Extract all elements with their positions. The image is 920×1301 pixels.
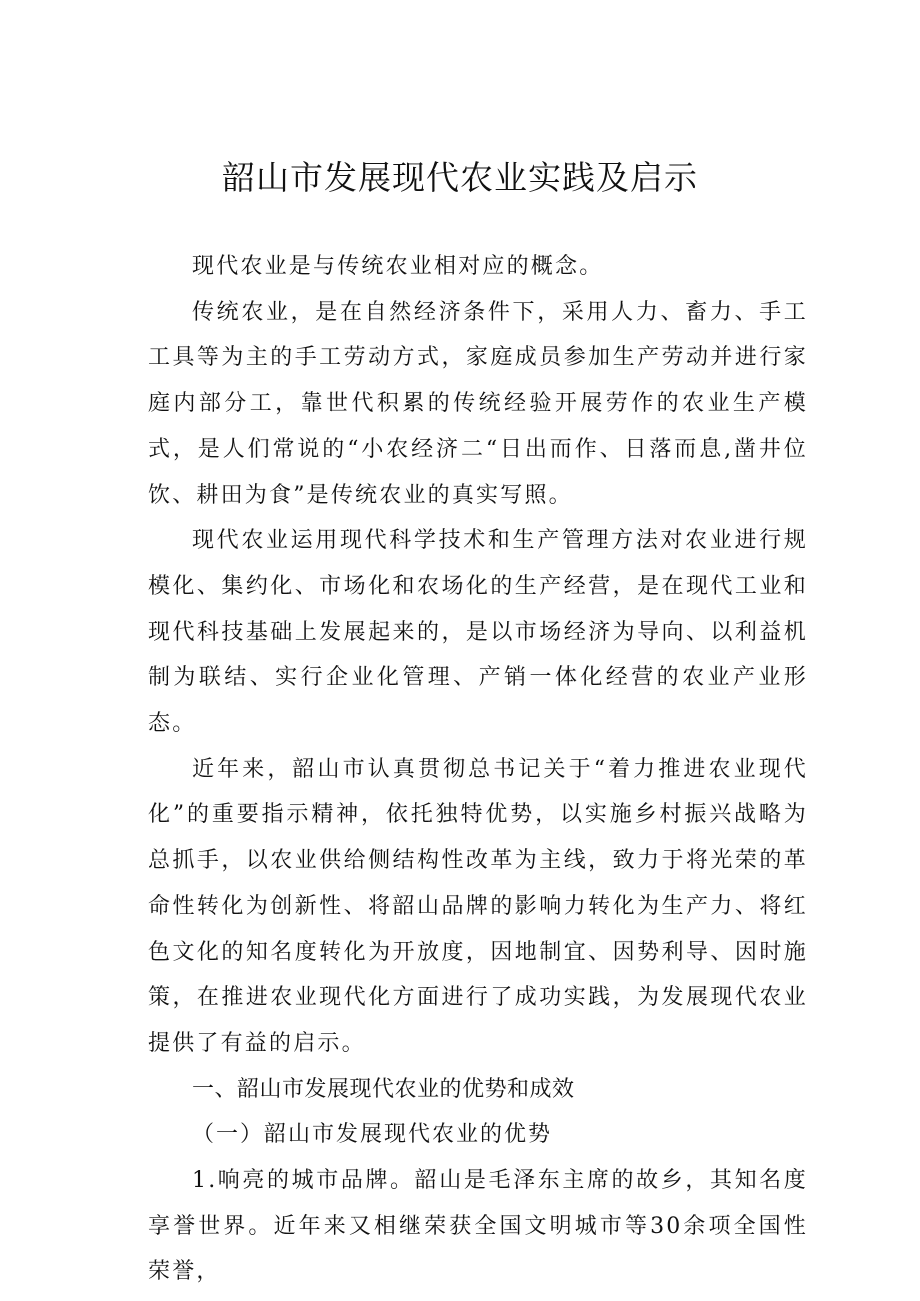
paragraph-point-1: 1.响亮的城市品牌。韶山是毛泽东主席的故乡，其知名度享誉世界。近年来又相继荣获全国文明城市等30余项全国性荣誉， (148, 1168, 808, 1285)
paragraph-intro: 现代农业是与传统农业相对应的概念。 (192, 254, 604, 279)
subsection-heading: （一）韶山市发展现代农业的优势 (192, 1122, 553, 1148)
section-heading: 一、韶山市发展现代农业的优势和成效 (192, 1076, 575, 1102)
paragraph-modern-agriculture: 现代农业运用现代科学技术和生产管理方法对农业进行规模化、集约化、市场化和农场化的生产经营，是在现代工业和现代科技基础上发展起来的，是以市场经济为导向、以利益机制为联结、实行企业化管理、产销一体化经营的农业产业形态。 (148, 528, 808, 737)
paragraph-shaoshan-practice: 近年来，韶山市认真贯彻总书记关于“着力推进农业现代化”的重要指示精神，依托独特优势，以实施乡村振兴战略为总抓手，以农业供给侧结构性改革为主线，致力于将光荣的革命性转化为创新性、将韶山品牌的影响力转化为生产力、将红色文化的知名度转化为开放度，因地制宜、因势利导、因时施策，在推进农业现代化方面进行了成功实践，为发展现代农业提供了有益的启示。 (148, 756, 808, 1056)
document-title: 韶山市发展现代农业实践及启示 (222, 158, 698, 197)
paragraph-traditional-agriculture: 传统农业，是在自然经济条件下，采用人力、畜力、手工工具等为主的手工劳动方式，家庭成员参加生产劳动并进行家庭内部分工，靠世代积累的传统经验开展劳作的农业生产模式，是人们常说的“小农经济二“日出而作、日落而息,凿井位饮、耕田为食”是传统农业的真实写照。 (148, 299, 808, 508)
document-body (148, 244, 808, 1295)
